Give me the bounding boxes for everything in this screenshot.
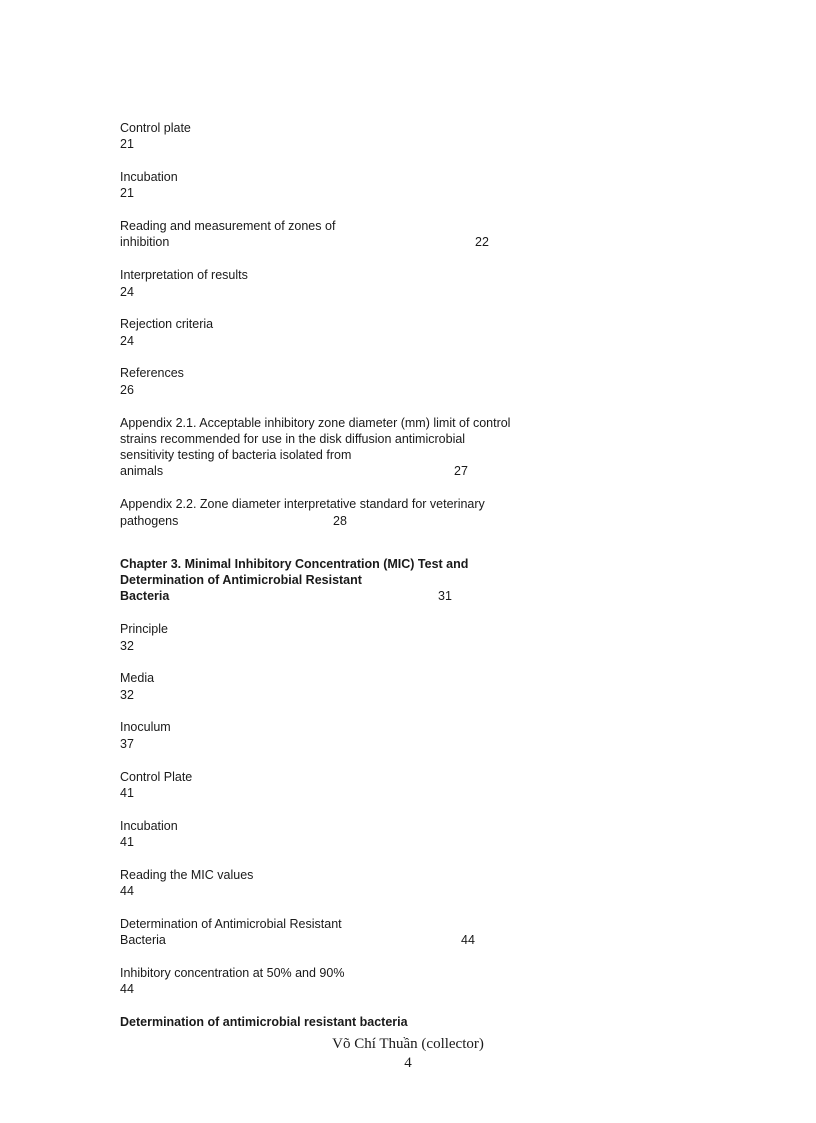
toc-entry-principle <box>120 621 560 654</box>
toc-entry-title: Appendix 2.2. Zone diameter interpretative standard for veterinary <box>120 497 485 512</box>
toc-entry-page: 24 <box>120 284 134 299</box>
toc-entry-interpretation <box>120 267 560 300</box>
footer-page-number: 4 <box>404 1055 412 1071</box>
toc-entry-incubation-2 <box>120 818 560 851</box>
toc-entry-page: 37 <box>120 736 134 751</box>
toc-entry-determination-bacteria <box>120 1014 560 1030</box>
toc-entry-page: 26 <box>120 382 134 397</box>
toc-entry-title: Reading the MIC values <box>120 867 254 882</box>
toc-entry-title: Chapter 3. Minimal Inhibitory Concentration (MIC) Test and <box>120 556 469 571</box>
toc-entry-page: 21 <box>120 137 134 152</box>
toc-entry-title-cont: Bacteria <box>120 933 166 948</box>
toc-entry-title: Incubation <box>120 170 178 185</box>
toc-entry-title: Determination of antimicrobial resistant bacteria <box>120 1014 408 1029</box>
toc-entry-page: 44 <box>120 982 134 997</box>
toc-entry-title: Rejection criteria <box>120 317 214 332</box>
toc-entry-page: 28 <box>333 513 347 528</box>
toc-entry-page: 41 <box>120 785 134 800</box>
toc-entry-title: Reading and measurement of zones of <box>120 219 336 234</box>
toc-entry-control-plate-2 <box>120 769 560 802</box>
toc-entry-title: Incubation <box>120 818 178 833</box>
toc-entry-reading-measurement <box>120 218 560 251</box>
toc-entry-title-cont: sensitivity testing of bacteria isolated from <box>120 448 352 463</box>
toc-entry-title-cont: Bacteria <box>120 589 170 604</box>
toc-entry-title-cont: Determination of Antimicrobial Resistant <box>120 573 362 588</box>
toc-entry-page: 31 <box>438 589 452 604</box>
toc-entry-title-cont: strains recommended for use in the disk diffusion antimicrobial <box>120 431 466 446</box>
toc-entry-title: Media <box>120 671 155 686</box>
toc-entry-title: Determination of Antimicrobial Resistant <box>120 916 342 931</box>
toc-entry-page: 27 <box>454 464 468 479</box>
footer-collector: Võ Chí Thuần (collector) <box>332 1036 484 1052</box>
toc-entry-inhibitory-concentration <box>120 965 560 998</box>
toc-entry-references <box>120 365 560 398</box>
table-of-contents <box>120 120 560 1047</box>
toc-entry-determination-resistant <box>120 916 560 949</box>
toc-entry-page: 21 <box>120 186 134 201</box>
toc-entry-title-cont: pathogens <box>120 513 179 528</box>
toc-entry-title: Inoculum <box>120 720 171 735</box>
toc-entry-title: Principle <box>120 622 168 637</box>
toc-entry-title: Inhibitory concentration at 50% and 90% <box>120 965 345 980</box>
toc-entry-page: 44 <box>461 933 475 948</box>
toc-entry-page: 22 <box>475 235 489 250</box>
toc-entry-title: Interpretation of results <box>120 268 248 283</box>
toc-entry-appendix-2-1 <box>120 415 560 480</box>
toc-entry-page: 44 <box>120 884 134 898</box>
toc-entry-chapter-3 <box>120 556 560 605</box>
toc-entry-page: 24 <box>120 333 134 348</box>
toc-entry-page: 41 <box>120 834 134 849</box>
toc-entry-title: References <box>120 366 184 381</box>
toc-entry-incubation <box>120 169 560 202</box>
toc-entry-inoculum <box>120 719 560 752</box>
toc-entry-title-cont: animals <box>120 464 164 479</box>
toc-entry-title: Appendix 2.1. Acceptable inhibitory zone diameter (mm) limit of control <box>120 415 511 430</box>
toc-entry-title-cont: inhibition <box>120 235 170 250</box>
toc-entry-title: Control plate <box>120 121 191 135</box>
toc-entry-media <box>120 670 560 703</box>
toc-entry-page: 32 <box>120 687 134 702</box>
toc-entry-reading-mic <box>120 867 560 900</box>
toc-entry-title: Control Plate <box>120 769 193 784</box>
toc-entry-page: 32 <box>120 638 134 653</box>
toc-entry-rejection <box>120 316 560 349</box>
toc-entry-control-plate <box>120 120 560 153</box>
toc-entry-appendix-2-2 <box>120 496 560 529</box>
